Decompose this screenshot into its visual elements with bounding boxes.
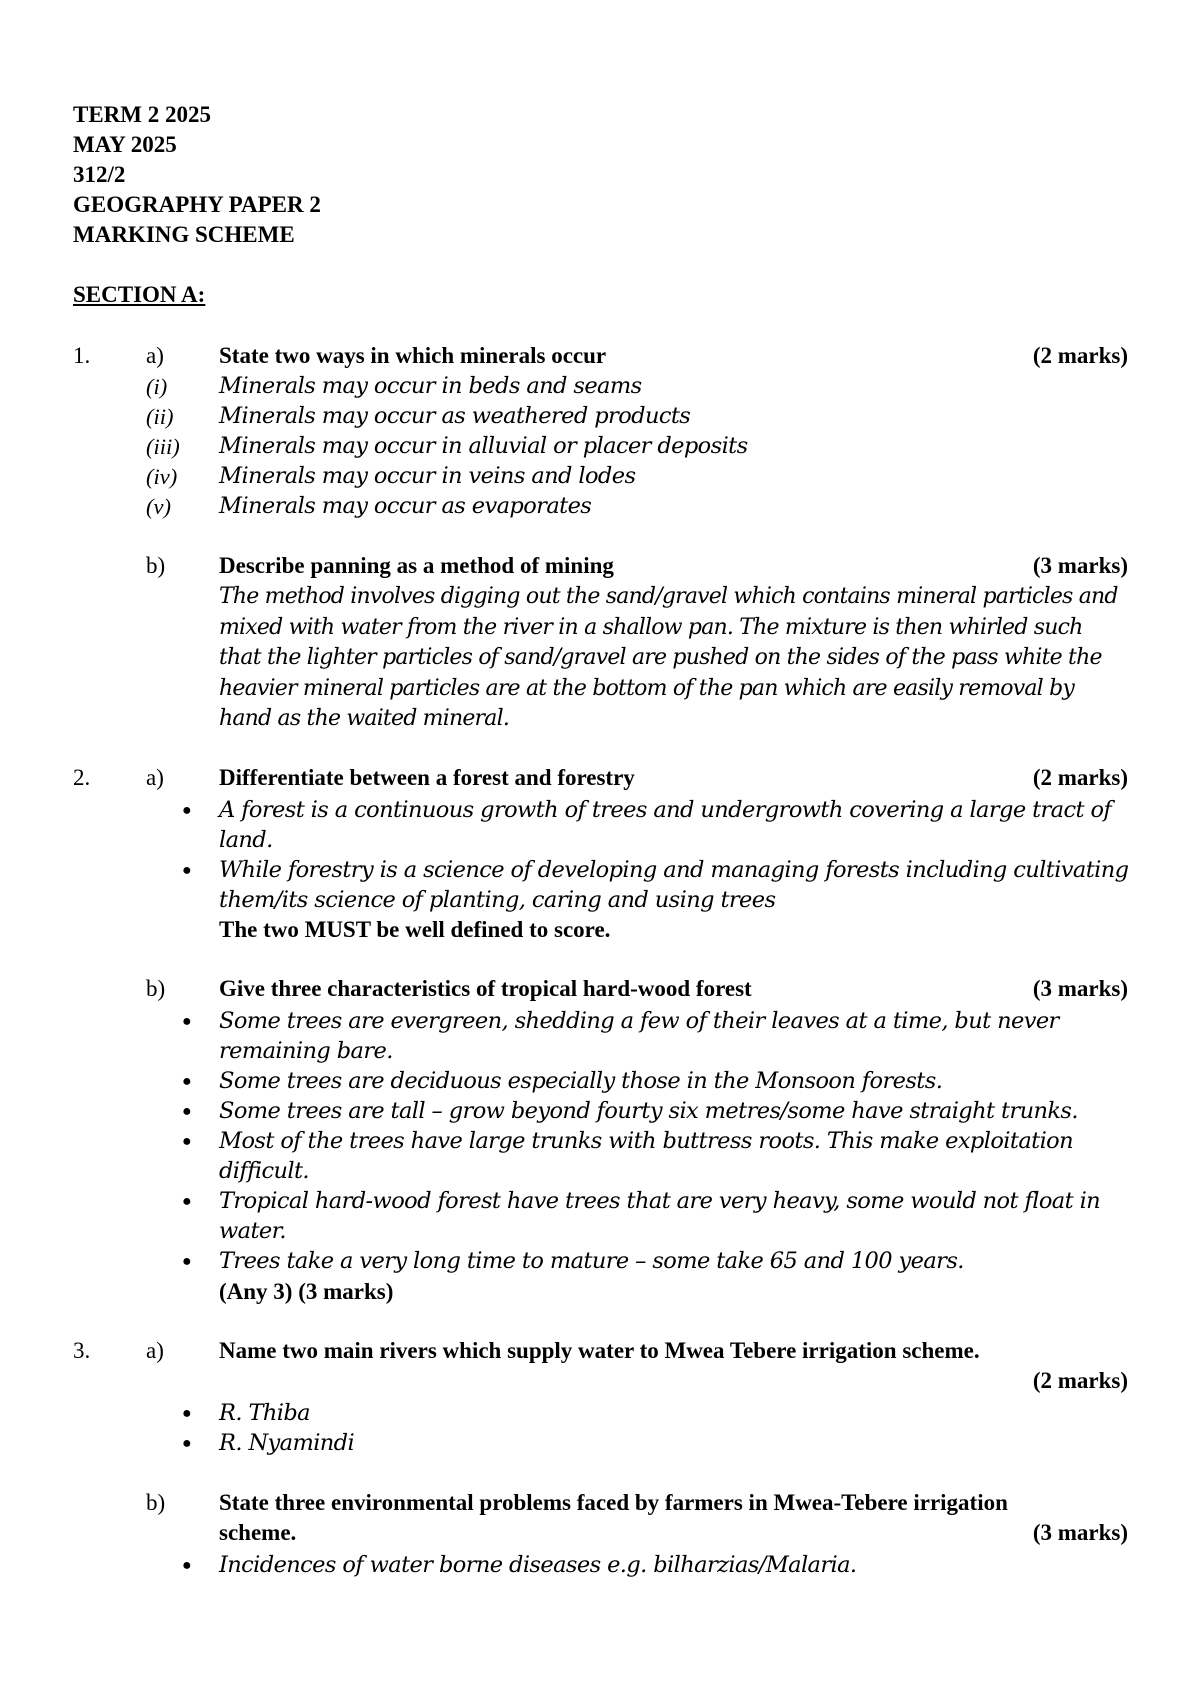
document-header [73,100,321,250]
question-text: Give three characteristics of tropical hard-wood forest [219,976,752,1001]
answer-text: R. Nyamindi [219,1430,355,1456]
header-paper: GEOGRAPHY PAPER 2 [73,192,321,217]
part-label: a) [146,765,164,790]
part-label: b) [146,553,166,578]
bullet-icon: ● [182,1133,192,1150]
question-text: scheme. [219,1520,297,1545]
part-label: a) [146,343,164,368]
answer-text: water. [219,1218,286,1244]
marks-label: (3 marks) [1032,1520,1128,1545]
question-text: State two ways in which minerals occur [219,343,607,368]
answer-text: them/its science of planting, caring and using trees [219,887,776,913]
marks-label: (3 marks) [1032,553,1128,578]
header-scheme: MARKING SCHEME [73,222,295,247]
answer-text: Tropical hard-wood forest have trees that are very heavy, some would not float in [219,1188,1101,1214]
part-label: a) [146,1338,164,1363]
answer-line: mixed with water from the river in a shallow pan. The mixture is then whirled such [219,614,1083,640]
marks-label: (2 marks) [1032,343,1128,368]
answer-line: that the lighter particles of sand/gravel are pushed on the sides of the pass white the [219,645,1102,670]
answer-text: R. Thiba [219,1400,310,1426]
answer-text: remaining bare. [219,1038,393,1064]
answer-numeral: (iv) [146,464,178,489]
answer-text: Minerals may occur in beds and seams [219,373,642,399]
answer-line: heavier mineral particles are at the bottom of the pan which are easily removal by [219,675,1075,701]
answer-text: Trees take a very long time to mature – some take 65 and 100 years. [219,1248,964,1274]
bullet-icon: ● [182,1073,192,1090]
answer-numeral: (ii) [146,404,174,429]
question-text: State three environmental problems faced by farmers in Mwea-Tebere irrigation [219,1490,1008,1515]
question-number: 1. [73,343,91,368]
answer-text: Minerals may occur in veins and lodes [219,463,636,489]
marking-note: (Any 3) (3 marks) [219,1279,394,1304]
marks-label: (2 marks) [1032,765,1128,790]
question-number: 2. [73,765,91,790]
answer-text: land. [219,827,273,853]
bullet-icon: ● [182,862,192,879]
answer-numeral: (i) [146,374,168,399]
question-text: Name two main rivers which supply water to Mwea Tebere irrigation scheme. [219,1338,980,1363]
answer-numeral: (v) [146,494,171,519]
header-term: TERM 2 2025 [73,102,211,127]
answer-text: difficult. [219,1158,309,1184]
bullet-icon: ● [182,1013,192,1030]
bullet-icon: ● [182,1253,192,1270]
bullet-icon: ● [182,1557,192,1574]
answer-line: hand as the waited mineral. [219,706,510,731]
answer-text: Some trees are evergreen, shedding a few of their leaves at a time, but never [219,1008,1059,1034]
part-label: b) [146,1490,166,1515]
header-date: MAY 2025 [73,132,177,157]
bullet-icon: ● [182,1435,192,1452]
bullet-icon: ● [182,1103,192,1120]
answer-text: Minerals may occur as weathered products [219,403,691,429]
answer-line: The method involves digging out the sand/gravel which contains mineral particles and [219,584,1118,609]
answer-paragraph [219,582,1139,735]
marks-label: (3 marks) [1032,976,1128,1001]
answer-text: Some trees are deciduous especially those in the Monsoon forests. [219,1068,943,1094]
answer-text: Most of the trees have large trunks with buttress roots. This make exploitation [219,1128,1074,1154]
header-code: 312/2 [73,162,126,187]
answer-text: Minerals may occur in alluvial or placer deposits [219,433,748,459]
marks-label: (2 marks) [1032,1368,1128,1393]
question-number: 3. [73,1338,91,1363]
question-text: Differentiate between a forest and forestry [219,765,635,790]
bullet-icon: ● [182,802,192,819]
section-title: SECTION A: [73,282,206,307]
answer-text: Minerals may occur as evaporates [219,493,592,519]
part-label: b) [146,976,166,1001]
marking-note: The two MUST be well defined to score. [219,917,611,942]
answer-text: A forest is a continuous growth of trees and undergrowth covering a large tract of [219,797,1112,823]
bullet-icon: ● [182,1405,192,1422]
question-text: Describe panning as a method of mining [219,553,614,578]
answer-numeral: (iii) [146,434,180,459]
answer-text: Some trees are tall – grow beyond fourty six metres/some have straight trunks. [219,1098,1078,1124]
bullet-icon: ● [182,1193,192,1210]
answer-text: While forestry is a science of developing and managing forests including cultivating [219,857,1129,883]
answer-text: Incidences of water borne diseases e.g. bilharzias/Malaria. [219,1552,857,1578]
